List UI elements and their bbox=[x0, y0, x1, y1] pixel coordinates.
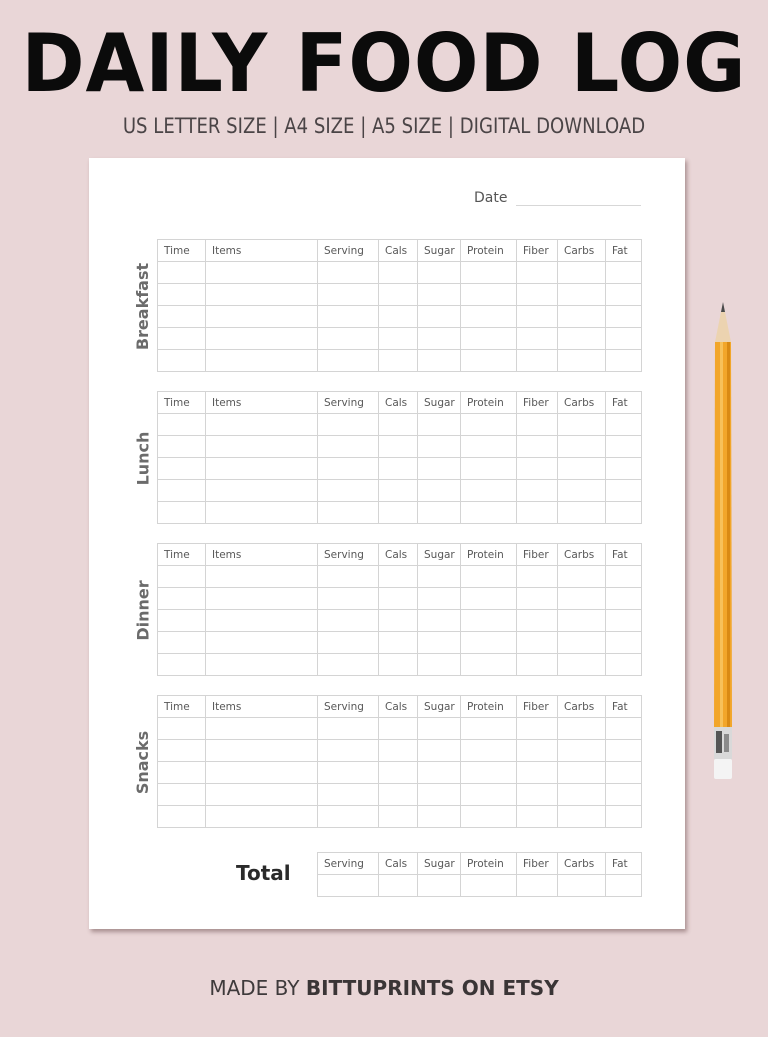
entry-cell[interactable] bbox=[418, 654, 461, 676]
entry-cell[interactable] bbox=[379, 566, 418, 588]
entry-cell[interactable] bbox=[158, 328, 206, 350]
entry-cell[interactable] bbox=[158, 480, 206, 502]
entry-cell[interactable] bbox=[461, 306, 517, 328]
entry-cell[interactable] bbox=[418, 350, 461, 372]
entry-cell[interactable] bbox=[418, 306, 461, 328]
entry-cell[interactable] bbox=[461, 566, 517, 588]
column-header: Carbs bbox=[558, 853, 606, 875]
column-header: Serving bbox=[318, 392, 379, 414]
entry-cell[interactable] bbox=[158, 610, 206, 632]
entry-cell[interactable] bbox=[606, 328, 642, 350]
entry-cell[interactable] bbox=[558, 566, 606, 588]
entry-cell[interactable] bbox=[318, 458, 379, 480]
entry-cell[interactable] bbox=[461, 632, 517, 654]
section-label bbox=[135, 543, 151, 677]
entry-cell[interactable] bbox=[517, 262, 558, 284]
entry-cell[interactable] bbox=[206, 762, 318, 784]
entry-cell[interactable] bbox=[461, 284, 517, 306]
entry-cell[interactable] bbox=[606, 740, 642, 762]
column-header: Fat bbox=[606, 544, 642, 566]
entry-cell[interactable] bbox=[558, 502, 606, 524]
entry-cell[interactable] bbox=[558, 806, 606, 828]
entry-cell[interactable] bbox=[206, 502, 318, 524]
entry-cell[interactable] bbox=[606, 632, 642, 654]
entry-cell[interactable] bbox=[158, 502, 206, 524]
section-lunch bbox=[89, 391, 685, 525]
entry-cell[interactable] bbox=[379, 262, 418, 284]
entry-cell[interactable] bbox=[379, 458, 418, 480]
column-header: Protein bbox=[461, 544, 517, 566]
entry-cell[interactable] bbox=[379, 284, 418, 306]
entry-cell[interactable] bbox=[379, 480, 418, 502]
entry-cell[interactable] bbox=[461, 480, 517, 502]
section-label bbox=[135, 695, 151, 829]
entry-cell[interactable] bbox=[158, 718, 206, 740]
total-cell[interactable] bbox=[461, 875, 517, 897]
entry-cell[interactable] bbox=[418, 806, 461, 828]
column-header: Fiber bbox=[517, 392, 558, 414]
column-header: Cals bbox=[379, 392, 418, 414]
header-row bbox=[318, 853, 642, 875]
entry-cell[interactable] bbox=[461, 588, 517, 610]
entry-cell[interactable] bbox=[517, 610, 558, 632]
entry-cell[interactable] bbox=[206, 414, 318, 436]
entry-cell[interactable] bbox=[418, 414, 461, 436]
entry-cell[interactable] bbox=[206, 480, 318, 502]
entry-cell[interactable] bbox=[558, 284, 606, 306]
footer-prefix: MADE BY bbox=[209, 976, 306, 1000]
entry-cell[interactable] bbox=[517, 414, 558, 436]
entry-cell[interactable] bbox=[461, 502, 517, 524]
entry-cell[interactable] bbox=[379, 784, 418, 806]
table-row bbox=[158, 566, 642, 588]
entry-cell[interactable] bbox=[461, 740, 517, 762]
section-snacks bbox=[89, 695, 685, 829]
column-header: Protein bbox=[461, 853, 517, 875]
lunch-table bbox=[157, 391, 642, 524]
entry-cell[interactable] bbox=[517, 502, 558, 524]
entry-cell[interactable] bbox=[461, 654, 517, 676]
table-row bbox=[158, 480, 642, 502]
column-header: Sugar bbox=[418, 696, 461, 718]
entry-cell[interactable] bbox=[206, 588, 318, 610]
entry-cell[interactable] bbox=[461, 328, 517, 350]
entry-cell[interactable] bbox=[206, 436, 318, 458]
entry-cell[interactable] bbox=[418, 436, 461, 458]
table-row bbox=[158, 654, 642, 676]
entry-cell[interactable] bbox=[318, 262, 379, 284]
entry-cell[interactable] bbox=[379, 718, 418, 740]
entry-cell[interactable] bbox=[379, 762, 418, 784]
section-breakfast bbox=[89, 239, 685, 373]
footer-credit bbox=[0, 976, 768, 1000]
total-cell[interactable] bbox=[558, 875, 606, 897]
entry-cell[interactable] bbox=[558, 480, 606, 502]
column-header: Fat bbox=[606, 696, 642, 718]
food-log-sheet bbox=[89, 158, 685, 929]
entry-cell[interactable] bbox=[558, 588, 606, 610]
table-row bbox=[158, 306, 642, 328]
entry-cell[interactable] bbox=[318, 588, 379, 610]
entry-cell[interactable] bbox=[558, 350, 606, 372]
entry-cell[interactable] bbox=[379, 502, 418, 524]
entry-cell[interactable] bbox=[461, 262, 517, 284]
column-header: Cals bbox=[379, 853, 418, 875]
header-row bbox=[158, 544, 642, 566]
entry-cell[interactable] bbox=[379, 350, 418, 372]
entry-cell[interactable] bbox=[517, 328, 558, 350]
entry-cell[interactable] bbox=[158, 306, 206, 328]
entry-cell[interactable] bbox=[606, 262, 642, 284]
entry-cell[interactable] bbox=[606, 350, 642, 372]
size-subtitle: US LETTER SIZE | A4 SIZE | A5 SIZE | DIGITAL DOWNLOAD bbox=[122, 114, 646, 138]
column-header: Fiber bbox=[517, 696, 558, 718]
entry-cell[interactable] bbox=[158, 262, 206, 284]
entry-cell[interactable] bbox=[517, 350, 558, 372]
column-header: Serving bbox=[318, 696, 379, 718]
column-header: Fat bbox=[606, 240, 642, 262]
total-table bbox=[317, 852, 642, 897]
entry-cell[interactable] bbox=[158, 588, 206, 610]
total-cell[interactable] bbox=[418, 875, 461, 897]
entry-cell[interactable] bbox=[158, 784, 206, 806]
column-header: Fat bbox=[606, 392, 642, 414]
entry-cell[interactable] bbox=[418, 328, 461, 350]
table-row bbox=[158, 284, 642, 306]
column-header: Serving bbox=[318, 544, 379, 566]
total-label: Total bbox=[236, 861, 291, 885]
entry-cell[interactable] bbox=[318, 350, 379, 372]
entry-cell[interactable] bbox=[558, 436, 606, 458]
entry-cell[interactable] bbox=[158, 762, 206, 784]
entry-cell[interactable] bbox=[318, 806, 379, 828]
breakfast-table bbox=[157, 239, 642, 372]
entry-cell[interactable] bbox=[558, 458, 606, 480]
entry-cell[interactable] bbox=[418, 458, 461, 480]
snacks-table bbox=[157, 695, 642, 828]
entry-cell[interactable] bbox=[318, 632, 379, 654]
entry-cell[interactable] bbox=[558, 784, 606, 806]
column-header: Sugar bbox=[418, 853, 461, 875]
entry-cell[interactable] bbox=[461, 718, 517, 740]
entry-cell[interactable] bbox=[606, 458, 642, 480]
entry-cell[interactable] bbox=[206, 306, 318, 328]
table-row bbox=[158, 328, 642, 350]
column-header: Items bbox=[206, 392, 318, 414]
section-label-text: Breakfast bbox=[133, 262, 153, 350]
header-row bbox=[158, 392, 642, 414]
date-field-line[interactable] bbox=[516, 205, 641, 206]
entry-cell[interactable] bbox=[206, 806, 318, 828]
entry-cell[interactable] bbox=[379, 436, 418, 458]
total-cell[interactable] bbox=[318, 875, 379, 897]
column-header: Time bbox=[158, 696, 206, 718]
entry-cell[interactable] bbox=[158, 740, 206, 762]
entry-cell[interactable] bbox=[206, 262, 318, 284]
footer-brand: BITTUPRINTS ON ETSY bbox=[305, 976, 559, 1000]
entry-cell[interactable] bbox=[318, 654, 379, 676]
table-row bbox=[158, 718, 642, 740]
entry-cell[interactable] bbox=[158, 654, 206, 676]
entry-cell[interactable] bbox=[558, 414, 606, 436]
table-row bbox=[158, 350, 642, 372]
entry-cell[interactable] bbox=[379, 806, 418, 828]
entry-cell[interactable] bbox=[158, 436, 206, 458]
entry-cell[interactable] bbox=[461, 610, 517, 632]
entry-cell[interactable] bbox=[418, 632, 461, 654]
entry-cell[interactable] bbox=[206, 610, 318, 632]
entry-cell[interactable] bbox=[517, 806, 558, 828]
entry-cell[interactable] bbox=[158, 284, 206, 306]
column-header: Sugar bbox=[418, 544, 461, 566]
entry-cell[interactable] bbox=[206, 566, 318, 588]
entry-cell[interactable] bbox=[158, 806, 206, 828]
column-header: Sugar bbox=[418, 392, 461, 414]
total-cell[interactable] bbox=[379, 875, 418, 897]
table-row bbox=[158, 262, 642, 284]
entry-cell[interactable] bbox=[206, 458, 318, 480]
table-row bbox=[158, 632, 642, 654]
entry-cell[interactable] bbox=[517, 654, 558, 676]
entry-cell[interactable] bbox=[418, 502, 461, 524]
entry-cell[interactable] bbox=[318, 436, 379, 458]
entry-cell[interactable] bbox=[379, 414, 418, 436]
section-label-text: Dinner bbox=[133, 579, 153, 641]
entry-cell[interactable] bbox=[461, 806, 517, 828]
column-header: Protein bbox=[461, 392, 517, 414]
entry-cell[interactable] bbox=[517, 566, 558, 588]
entry-cell[interactable] bbox=[606, 436, 642, 458]
entry-cell[interactable] bbox=[318, 610, 379, 632]
table-row bbox=[158, 458, 642, 480]
entry-cell[interactable] bbox=[558, 306, 606, 328]
entry-cell[interactable] bbox=[606, 762, 642, 784]
column-header: Carbs bbox=[558, 392, 606, 414]
entry-cell[interactable] bbox=[606, 718, 642, 740]
page-title: DAILY FOOD LOG bbox=[21, 17, 747, 110]
entry-cell[interactable] bbox=[379, 588, 418, 610]
entry-cell[interactable] bbox=[517, 718, 558, 740]
entry-cell[interactable] bbox=[418, 480, 461, 502]
entry-cell[interactable] bbox=[606, 610, 642, 632]
column-header: Carbs bbox=[558, 544, 606, 566]
table-row bbox=[158, 436, 642, 458]
entry-cell[interactable] bbox=[461, 762, 517, 784]
entry-cell[interactable] bbox=[606, 306, 642, 328]
column-header: Fiber bbox=[517, 853, 558, 875]
entry-cell[interactable] bbox=[517, 740, 558, 762]
entry-cell[interactable] bbox=[558, 718, 606, 740]
entry-cell[interactable] bbox=[318, 414, 379, 436]
table-row bbox=[158, 610, 642, 632]
entry-cell[interactable] bbox=[606, 588, 642, 610]
header-row bbox=[158, 240, 642, 262]
entry-cell[interactable] bbox=[558, 740, 606, 762]
table-row bbox=[158, 588, 642, 610]
entry-cell[interactable] bbox=[517, 480, 558, 502]
total-cell[interactable] bbox=[517, 875, 558, 897]
table-row bbox=[158, 502, 642, 524]
entry-cell[interactable] bbox=[379, 654, 418, 676]
dinner-table bbox=[157, 543, 642, 676]
entry-cell[interactable] bbox=[606, 566, 642, 588]
entry-cell[interactable] bbox=[158, 566, 206, 588]
entry-cell[interactable] bbox=[517, 458, 558, 480]
column-header: Time bbox=[158, 240, 206, 262]
entry-cell[interactable] bbox=[379, 328, 418, 350]
entry-cell[interactable] bbox=[206, 328, 318, 350]
column-header: Cals bbox=[379, 240, 418, 262]
section-label-text: Lunch bbox=[133, 431, 153, 485]
entry-cell[interactable] bbox=[461, 414, 517, 436]
entry-cell[interactable] bbox=[606, 784, 642, 806]
column-header: Protein bbox=[461, 696, 517, 718]
entry-cell[interactable] bbox=[517, 632, 558, 654]
table-row bbox=[158, 784, 642, 806]
entry-cell[interactable] bbox=[517, 284, 558, 306]
column-header: Cals bbox=[379, 544, 418, 566]
entry-cell[interactable] bbox=[318, 740, 379, 762]
entry-cell[interactable] bbox=[558, 328, 606, 350]
column-header: Time bbox=[158, 544, 206, 566]
entry-cell[interactable] bbox=[558, 762, 606, 784]
entry-cell[interactable] bbox=[606, 654, 642, 676]
entry-cell[interactable] bbox=[606, 284, 642, 306]
entry-cell[interactable] bbox=[379, 306, 418, 328]
column-header: Carbs bbox=[558, 240, 606, 262]
column-header: Carbs bbox=[558, 696, 606, 718]
table-row bbox=[158, 414, 642, 436]
entry-cell[interactable] bbox=[206, 654, 318, 676]
entry-cell[interactable] bbox=[461, 458, 517, 480]
total-cell[interactable] bbox=[606, 875, 642, 897]
entry-cell[interactable] bbox=[418, 740, 461, 762]
entry-cell[interactable] bbox=[418, 262, 461, 284]
entry-cell[interactable] bbox=[379, 610, 418, 632]
entry-cell[interactable] bbox=[418, 762, 461, 784]
entry-cell[interactable] bbox=[461, 784, 517, 806]
date-label: Date bbox=[474, 190, 508, 206]
entry-cell[interactable] bbox=[461, 350, 517, 372]
entry-cell[interactable] bbox=[158, 458, 206, 480]
column-header: Cals bbox=[379, 696, 418, 718]
column-header: Fat bbox=[606, 853, 642, 875]
entry-cell[interactable] bbox=[318, 784, 379, 806]
entry-cell[interactable] bbox=[318, 502, 379, 524]
column-header: Fiber bbox=[517, 544, 558, 566]
entry-cell[interactable] bbox=[418, 610, 461, 632]
column-header: Sugar bbox=[418, 240, 461, 262]
pencil-icon bbox=[712, 302, 734, 780]
entry-cell[interactable] bbox=[418, 588, 461, 610]
column-header: Serving bbox=[318, 240, 379, 262]
entry-cell[interactable] bbox=[517, 762, 558, 784]
entry-cell[interactable] bbox=[206, 740, 318, 762]
section-label-text: Snacks bbox=[133, 730, 153, 794]
column-header: Time bbox=[158, 392, 206, 414]
entry-cell[interactable] bbox=[606, 806, 642, 828]
entry-cell[interactable] bbox=[517, 784, 558, 806]
entry-cell[interactable] bbox=[206, 284, 318, 306]
column-header: Items bbox=[206, 240, 318, 262]
table-row bbox=[318, 875, 642, 897]
entry-cell[interactable] bbox=[558, 262, 606, 284]
entry-cell[interactable] bbox=[206, 350, 318, 372]
entry-cell[interactable] bbox=[158, 632, 206, 654]
entry-cell[interactable] bbox=[318, 718, 379, 740]
entry-cell[interactable] bbox=[318, 566, 379, 588]
section-label bbox=[135, 391, 151, 525]
entry-cell[interactable] bbox=[517, 436, 558, 458]
column-header: Fiber bbox=[517, 240, 558, 262]
column-header: Items bbox=[206, 696, 318, 718]
entry-cell[interactable] bbox=[558, 632, 606, 654]
entry-cell[interactable] bbox=[517, 306, 558, 328]
entry-cell[interactable] bbox=[318, 328, 379, 350]
entry-cell[interactable] bbox=[206, 784, 318, 806]
entry-cell[interactable] bbox=[158, 350, 206, 372]
entry-cell[interactable] bbox=[206, 632, 318, 654]
table-row bbox=[158, 740, 642, 762]
entry-cell[interactable] bbox=[606, 502, 642, 524]
entry-cell[interactable] bbox=[418, 566, 461, 588]
entry-cell[interactable] bbox=[379, 632, 418, 654]
entry-cell[interactable] bbox=[517, 588, 558, 610]
entry-cell[interactable] bbox=[318, 306, 379, 328]
entry-cell[interactable] bbox=[206, 718, 318, 740]
entry-cell[interactable] bbox=[418, 284, 461, 306]
entry-cell[interactable] bbox=[558, 610, 606, 632]
header-row bbox=[158, 696, 642, 718]
entry-cell[interactable] bbox=[318, 480, 379, 502]
entry-cell[interactable] bbox=[418, 784, 461, 806]
entry-cell[interactable] bbox=[318, 284, 379, 306]
table-row bbox=[158, 806, 642, 828]
table-row bbox=[158, 762, 642, 784]
column-header: Items bbox=[206, 544, 318, 566]
entry-cell[interactable] bbox=[158, 414, 206, 436]
entry-cell[interactable] bbox=[379, 740, 418, 762]
section-label bbox=[135, 239, 151, 373]
entry-cell[interactable] bbox=[418, 718, 461, 740]
entry-cell[interactable] bbox=[606, 414, 642, 436]
section-dinner bbox=[89, 543, 685, 677]
entry-cell[interactable] bbox=[461, 436, 517, 458]
entry-cell[interactable] bbox=[606, 480, 642, 502]
column-header: Protein bbox=[461, 240, 517, 262]
entry-cell[interactable] bbox=[558, 654, 606, 676]
column-header: Serving bbox=[318, 853, 379, 875]
entry-cell[interactable] bbox=[318, 762, 379, 784]
